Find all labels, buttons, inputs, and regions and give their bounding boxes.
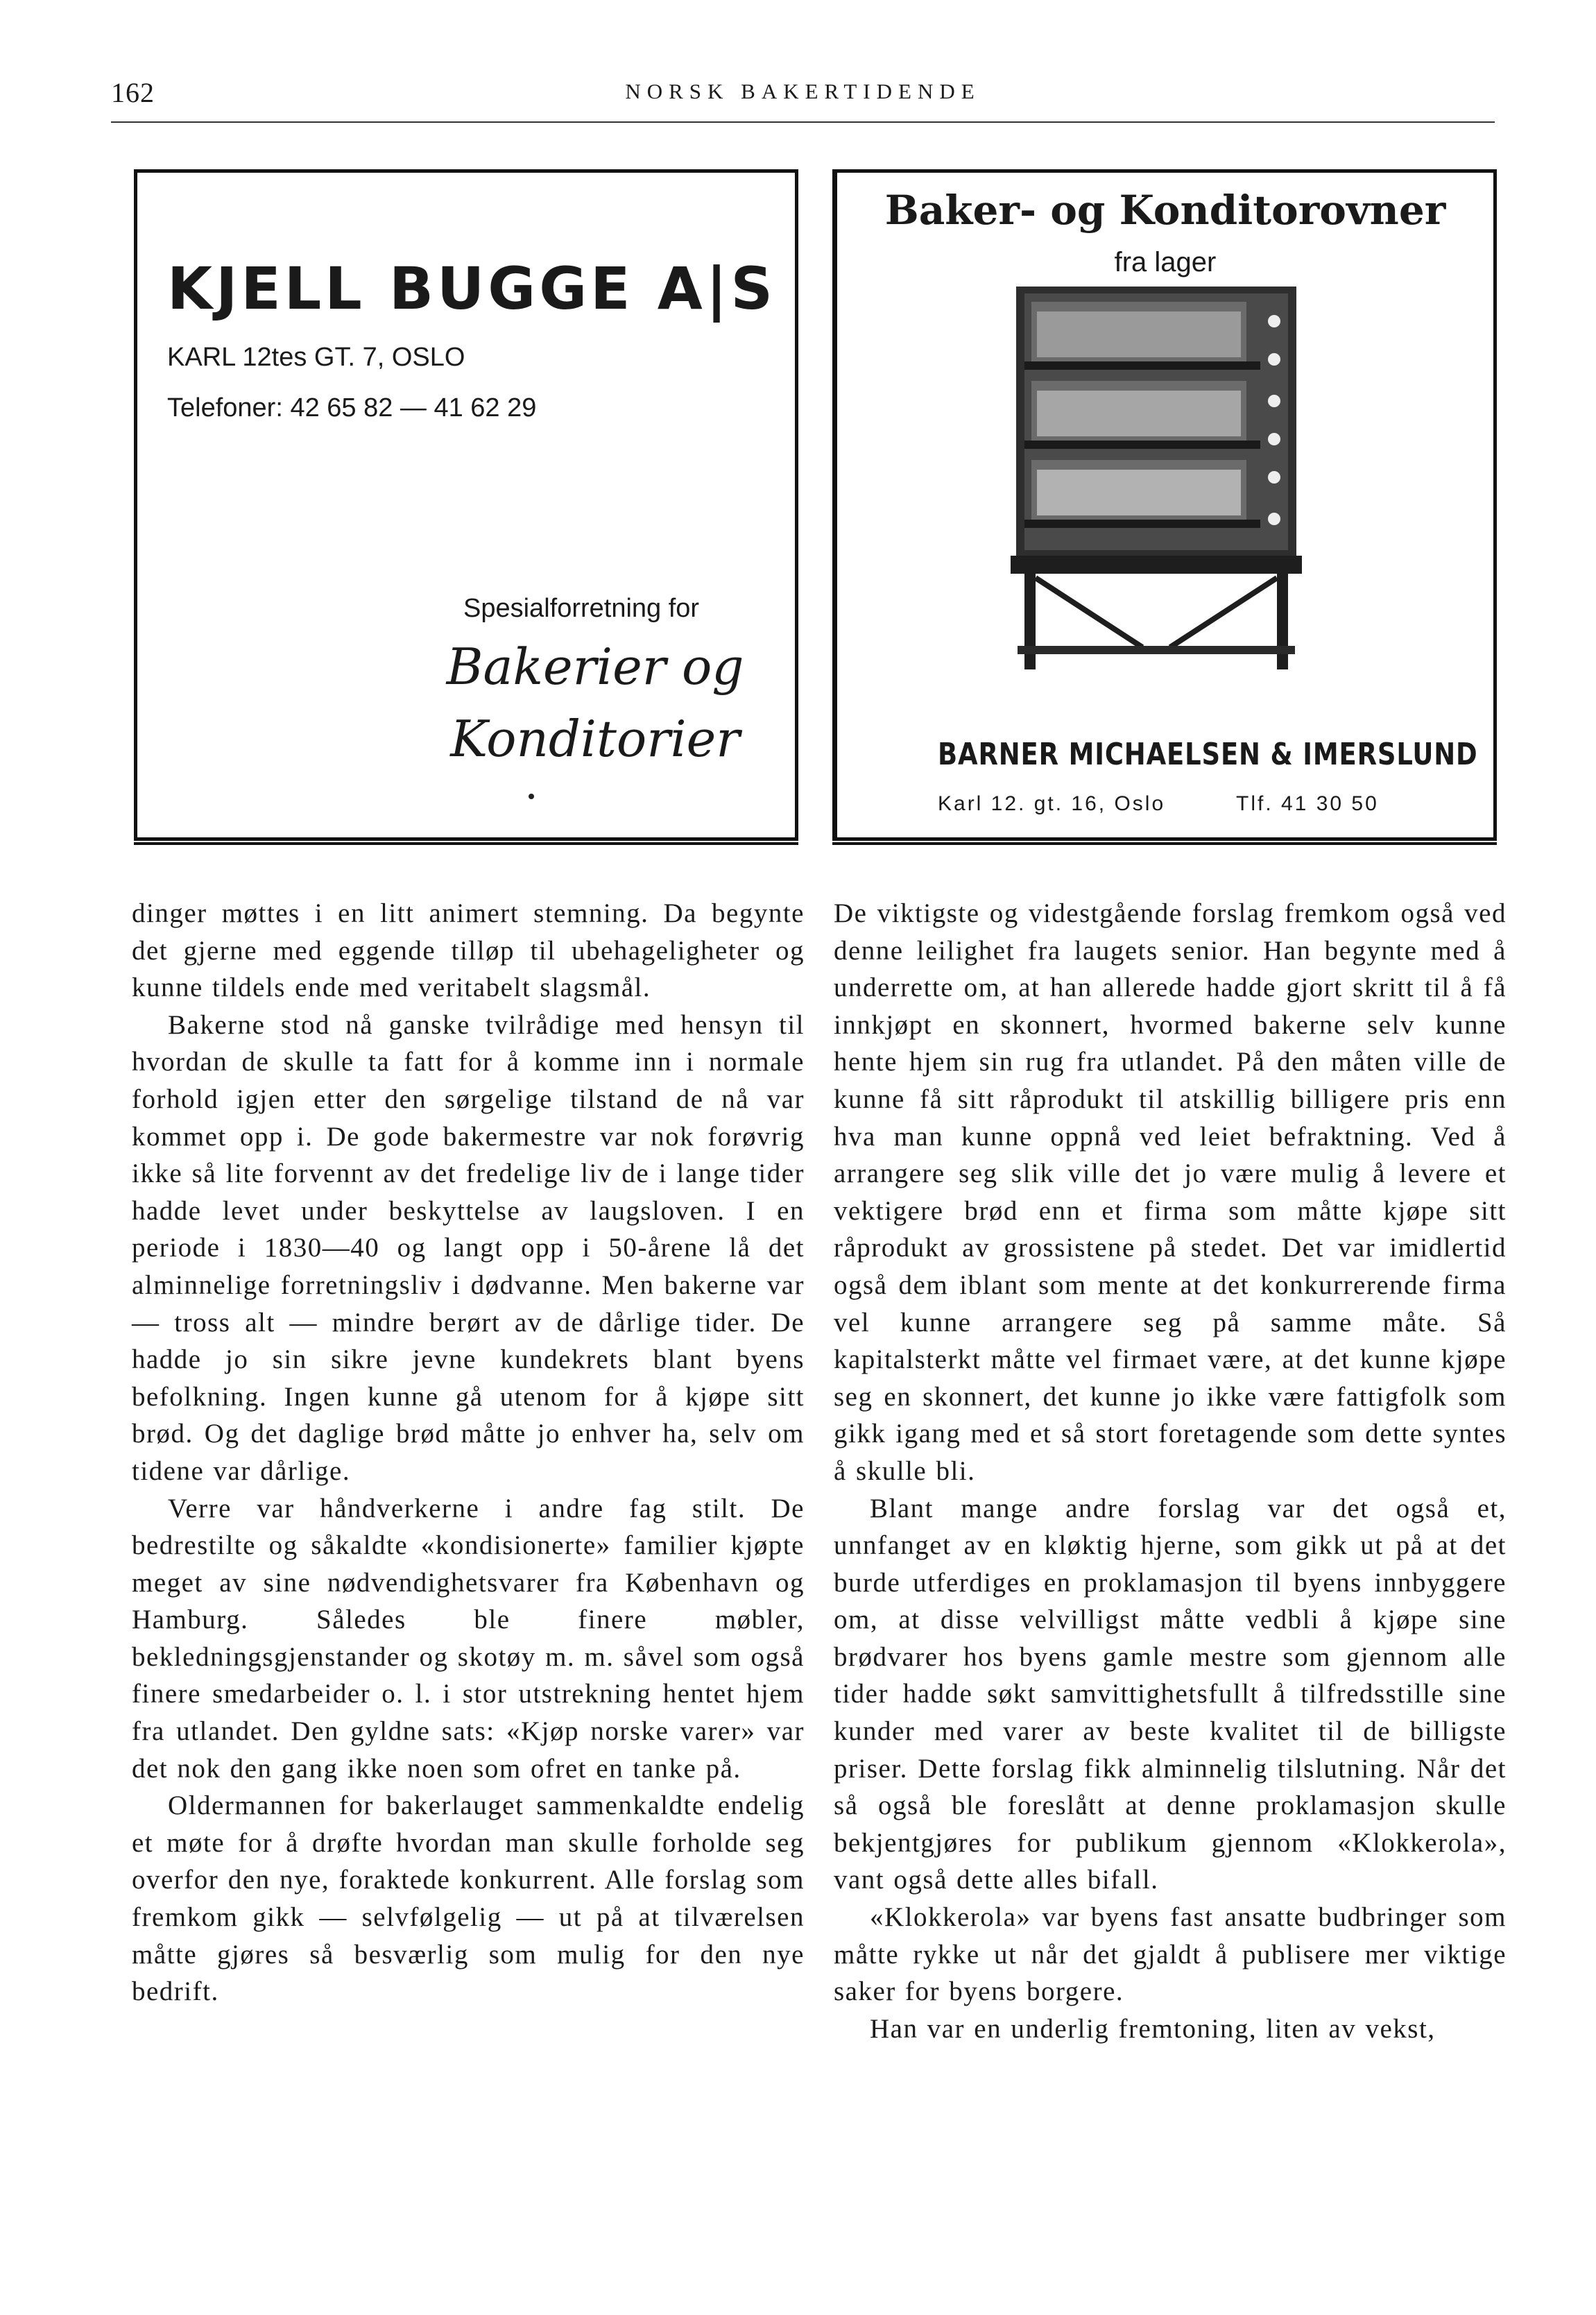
header-rule bbox=[111, 121, 1495, 123]
article-column-right bbox=[834, 895, 1507, 2047]
company-name: KJELL BUGGE A|S bbox=[167, 255, 776, 323]
company-phone: Telefoner: 42 65 82 — 41 62 29 bbox=[167, 393, 537, 422]
oven-ad-title: Baker- og Konditorovner bbox=[884, 187, 1446, 234]
running-title: NORSK BAKERTIDENDE bbox=[625, 79, 981, 103]
oven-ad-phone: Tlf. 41 30 50 bbox=[1236, 792, 1379, 815]
article-paragraph: dinger møttes i en litt animert stemning. Da begynte det gjerne med eggende tilløp til ubehageligheter og kunne tildels ende med veritabelt slagsmål. bbox=[132, 898, 805, 1003]
oven-ad-address: Karl 12. gt. 16, Oslo bbox=[938, 792, 1166, 815]
advertisement-kjell-bugge bbox=[134, 169, 798, 841]
advertisement-oven bbox=[832, 169, 1497, 841]
article-paragraph: Verre var håndverkerne i andre fag stilt. De bedrestilte og såkaldte «kondisionerte» familier kjøpte meget av sine nødvendighetsvarer fra København og Hamburg. Således ble finere møbler, bekledningsgjenstander og skotøy m. m. såvel som også finere smedarbeider o. l. i stor utstrekning hentet hjem fra utlandet. Den gyldne sats: «Kjøp norske varer» var det nok den gang ikke noen som ofret en tanke på. bbox=[132, 1493, 805, 1784]
page-header bbox=[111, 76, 1495, 118]
article-paragraph: Han var en underlig fremtoning, liten av vekst, bbox=[870, 2013, 1436, 2044]
oven-illustration bbox=[1004, 287, 1309, 675]
specialty-script bbox=[436, 631, 755, 775]
article-paragraph: Bakerne stod nå ganske tvilrådige med hensyn til hvordan de skulle ta fatt for å komme inn i normale forhold igjen etter den sørgelige tilstand de nå var kommet opp i. De gode bakermestre var nok forøvrig ikke så lite forvennt av det fredelige liv de i lange tider hadde levet under beskyttelse av laugsloven. I en periode i 1830—40 og langt opp i 50-årene lå det alminnelige forretningsliv i dødvanne. Men bakerne var — tross alt — mindre berørt av de dårlige tider. De hadde jo sin sikre jevne kundekrets blant byens befolkning. Ingen kunne gå utenom for å kjøpe sitt brød. Og det daglige brød måtte jo enhver ha, selv om tidene var dårlige. bbox=[132, 1009, 805, 1486]
specialty-line-2: Konditorier bbox=[450, 710, 740, 768]
company-address: KARL 12tes GT. 7, OSLO bbox=[167, 343, 465, 372]
ad-bottom-rule bbox=[832, 842, 1497, 845]
article-column-left bbox=[132, 895, 805, 2010]
specialty-line-1: Bakerier og bbox=[446, 638, 744, 696]
ornament-dot bbox=[529, 794, 534, 799]
page-number: 162 bbox=[111, 77, 155, 108]
oven-ad-firm: BARNER MICHAELSEN & IMERSLUND bbox=[938, 737, 1478, 772]
article-paragraph: Oldermannen for bakerlauget sammenkaldte endelig et møte for å drøfte hvordan man skulle forholde seg overfor den nye, foraktede konkurrent. Alle forslag som fremkom gikk — selvfølgelig — ut på at tilværelsen måtte gjøres så besværlig som mulig for den nye bedrift. bbox=[132, 1791, 805, 2007]
ad-bottom-rule bbox=[134, 842, 798, 845]
article-paragraph: Blant mange andre forslag var det også et, unnfanget av en kløktig hjerne, som gikk ut på at det burde utferdiges en proklamasjon til byens innbyggere om, at disse velvilligst måtte vedbli å kjøpe sine brødvarer hos byens gamle mestre som gjennom alle tider hadde søkt samvittighetsfullt å tilfredsstille sine kunder med varer av beste kvalitet til de billigste priser. Dette forslag fikk alminnelig tilslutning. Når det så også ble foreslått at denne proklamasjon skulle bekjentgjøres for publikum gjennom «Klokkerola», vant også dette alles bifall. bbox=[834, 1493, 1507, 1895]
oven-ad-subtitle: fra lager bbox=[1114, 247, 1217, 277]
article-paragraph: «Klokkerola» var byens fast ansatte budbringer som måtte rykke ut når det gjaldt å publisere mer viktige saker for byens borgere. bbox=[834, 1902, 1507, 2007]
article-paragraph: De viktigste og videstgående forslag fremkom også ved denne leilighet fra laugets senior. Han begynte med å underrette om, at han allerede hadde gjort skritt til å få innkjøpt en skonnert, hvormed bakerne selv kunne hente hjem sin rug fra utlandet. På den måten ville de kunne få sitt råprodukt til atskillig billigere pris enn hva man kunne oppnå ved leiet befraktning. Ved å arrangere seg slik ville det jo være mulig å levere et vektigere brød enn et firma som måtte kjøpe sitt råprodukt av grossistene på stedet. Det var imidlertid også dem iblant som mente at det konkurrerende firma vel kunne arrangere seg på samme måte. Så kapitalsterkt måtte vel firmaet være, at det kunne kjøpe seg en skonnert, det kunne jo ikke være fattigfolk som gikk igang med et så stort foretagende som dette syntes å skulle bli. bbox=[834, 898, 1507, 1486]
specialty-intro: Spesialforretning for bbox=[463, 594, 700, 623]
